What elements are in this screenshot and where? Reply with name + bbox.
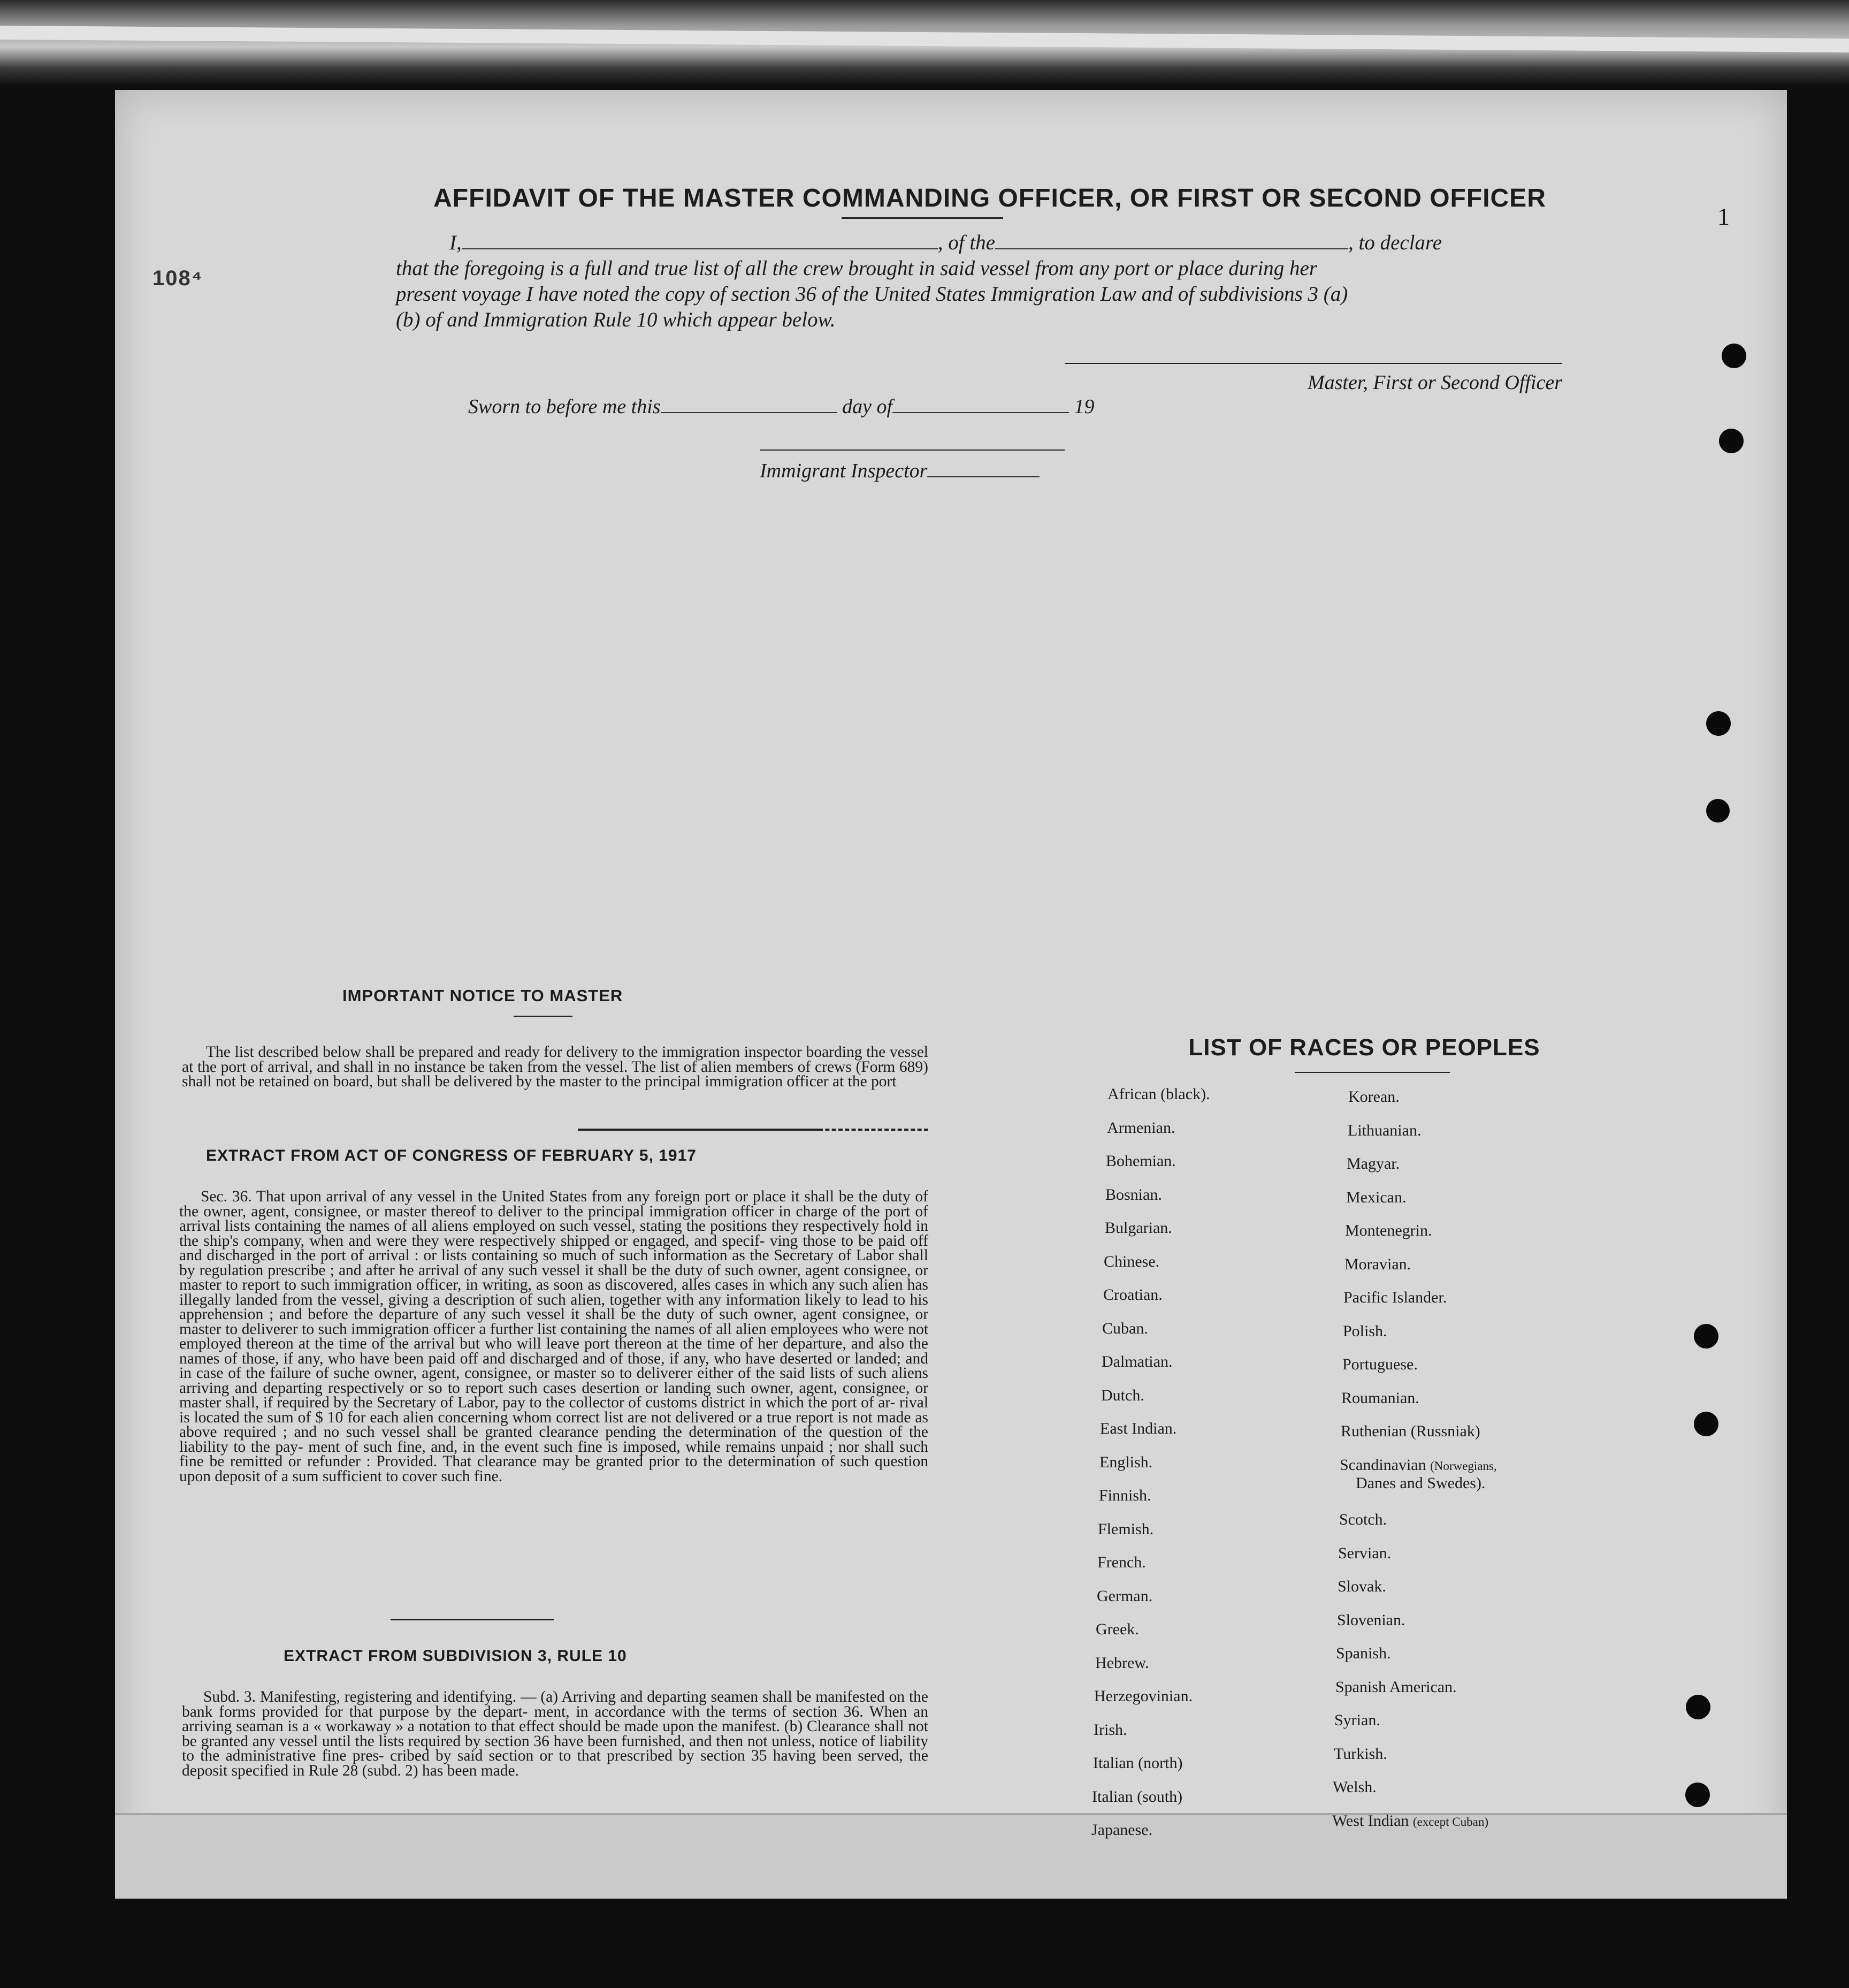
notice-line: inspector boarding the vessel at the port of arrival, and shall in no instance be taken <box>182 1043 928 1076</box>
document-page <box>115 90 1787 1899</box>
race-item <box>1341 1422 1480 1441</box>
sworn-line: Sworn to before me this day of 19 <box>468 395 1095 418</box>
race-label: Irish. <box>1094 1721 1127 1739</box>
race-label: Scotch. <box>1339 1511 1387 1528</box>
race-label: Slovenian. <box>1337 1611 1405 1629</box>
inspector-line: Immigrant Inspector <box>760 459 1040 483</box>
scan-strip <box>0 26 1849 52</box>
act-paragraph <box>179 1190 928 1484</box>
race-label: Spanish American. <box>1335 1678 1457 1696</box>
race-label: Slovak. <box>1338 1578 1386 1595</box>
race-label: Servian. <box>1338 1544 1392 1562</box>
race-label: Turkish. <box>1334 1745 1387 1763</box>
race-item <box>1103 1286 1163 1304</box>
race-label: Portuguese. <box>1342 1355 1418 1373</box>
race-item <box>1107 1119 1175 1137</box>
race-label: German. <box>1097 1587 1153 1605</box>
margin-stamp: 108⁴ <box>152 266 203 290</box>
race-label: Roumanian. <box>1341 1389 1419 1407</box>
race-item <box>1093 1754 1182 1772</box>
race-item <box>1099 1487 1151 1505</box>
race-label: French. <box>1097 1553 1146 1571</box>
race-label: Italian (south) <box>1092 1788 1183 1806</box>
race-label: Polish. <box>1343 1322 1387 1340</box>
race-item <box>1341 1389 1419 1407</box>
paragraph-line: Subd. 3. Manifesting, registering and identifying. — (a) Arriving and departing <box>203 1688 707 1705</box>
paragraph-line: specified in Rule 28 (subd. 2) has been made. <box>231 1762 519 1779</box>
notice-line: The list described below shall be prepared and ready for delivery to the immigration <box>206 1043 740 1061</box>
paragraph-line: shall such fine be remitted or refunder : Provided. That clearance may be granted prior <box>179 1438 928 1470</box>
race-label: Bosnian. <box>1105 1186 1162 1204</box>
punch-hole <box>1694 1412 1718 1436</box>
paragraph-line: been furnished, and then not unless, notice of liability to the administrative fine pres- <box>182 1732 928 1764</box>
signature-line[interactable] <box>1065 363 1562 364</box>
paragraph-line: in case of the failure of suche owner, agent, consignee, or master so to deliverer either <box>179 1365 734 1382</box>
paragraph-line: master to deliverer to such immigration officer a further list containing the names of all <box>179 1320 732 1338</box>
scan-border-top <box>0 0 1849 86</box>
affidavit-line-1: I, , of the , to declare <box>449 231 1442 254</box>
inspector-signature-line[interactable] <box>760 450 1065 451</box>
punch-hole <box>1722 344 1746 368</box>
sworn-date-field[interactable] <box>661 396 837 413</box>
punch-hole <box>1694 1324 1718 1349</box>
race-item <box>1099 1453 1152 1472</box>
vessel-name-field[interactable] <box>995 233 1348 249</box>
race-label: Herzegovinian. <box>1094 1687 1193 1705</box>
notice-line: from the vessel. The list of alien members of crews (Form 689) shall not be retained on <box>182 1058 928 1090</box>
race-item <box>1338 1544 1391 1563</box>
races-title: LIST OF RACES OR PEOPLES <box>1188 1034 1540 1061</box>
paragraph-line: ship's company, when and were they were respectively shipped or engaged, and specif- <box>203 1232 765 1250</box>
notice-title: IMPORTANT NOTICE TO MASTER <box>342 986 623 1005</box>
paragraph-line: of the said lists of such aliens arriving and departing respectively or so to report such <box>179 1365 929 1397</box>
master-name-field[interactable] <box>462 233 938 249</box>
race-item <box>1094 1721 1127 1739</box>
paragraph-line: to the determination of such question upon deposit of a sum sufficient to cover such fine. <box>179 1453 928 1485</box>
race-label: Bulgarian. <box>1105 1219 1172 1237</box>
race-label: Hebrew. <box>1095 1654 1149 1672</box>
rule-extract-title: EXTRACT FROM SUBDIVISION 3, RULE 10 <box>284 1647 627 1665</box>
races-title-rule <box>1295 1072 1450 1073</box>
race-item <box>1348 1122 1421 1140</box>
paragraph-line: the principal immigration officer in charge of the port of arrival lists containing the names <box>179 1202 929 1235</box>
race-item <box>1104 1253 1159 1271</box>
race-label: Dalmatian. <box>1102 1353 1173 1370</box>
race-item <box>1340 1456 1497 1492</box>
paragraph-line: place it shall be the duty of the owner, agent, consignee, or master thereof to deliver to <box>179 1188 928 1220</box>
race-item <box>1342 1355 1418 1374</box>
sworn-month-field[interactable] <box>892 396 1069 413</box>
punch-hole <box>1706 799 1730 822</box>
paragraph-line: ment of such fine, and, in the event such fine is imposed, while remains unpaid ; nor <box>308 1438 860 1456</box>
affidavit-title: AFFIDAVIT OF THE MASTER COMMANDING OFFICER, OR FIRST OR SECOND OFFICER <box>433 184 1546 212</box>
race-item <box>1107 1085 1210 1103</box>
race-item <box>1095 1654 1149 1672</box>
race-item <box>1344 1255 1411 1274</box>
paragraph-line: the Secretary of Labor, pay to the collector of customs district in which the port of ar- <box>353 1394 896 1411</box>
race-label: African (black). <box>1107 1085 1210 1103</box>
race-item <box>1345 1222 1432 1240</box>
race-item <box>1332 1812 1488 1830</box>
race-item <box>1334 1711 1380 1730</box>
race-item <box>1346 1189 1406 1207</box>
affidavit-body <box>396 230 1562 333</box>
paragraph-line: departure of any such vessel it shall be the duty of such owner, agent consignee, or <box>379 1306 929 1323</box>
race-note: (except Cuban) <box>1412 1815 1489 1829</box>
paragraph-line: arrival of any such vessel it shall be the duty of such owner, agent consignee, or master <box>179 1261 928 1293</box>
punch-hole <box>1706 711 1731 736</box>
notice-line: board, but shall be delivered by the master to the principal immigration officer at the port <box>333 1073 897 1090</box>
race-item <box>1101 1387 1144 1405</box>
paragraph-line: of such information as the Secretary of Labor shall by regulation prescribe ; and after he <box>179 1247 929 1279</box>
race-item <box>1343 1322 1387 1340</box>
affidavit-line-2: that the foregoing is a full and true list of all the crew brought in said vessel from any port or place during her <box>396 257 1318 280</box>
race-label: Welsh. <box>1333 1778 1377 1796</box>
race-label: Italian (north) <box>1093 1754 1183 1772</box>
race-item <box>1347 1155 1400 1173</box>
race-item <box>1096 1620 1139 1639</box>
race-item <box>1336 1644 1391 1663</box>
notice-divider <box>578 1129 819 1131</box>
margin-mark: 1 <box>1717 203 1730 230</box>
act-divider <box>391 1619 554 1620</box>
notice-divider-dashed <box>819 1129 928 1131</box>
race-label: Lithuanian. <box>1348 1122 1422 1139</box>
race-label: Chinese. <box>1104 1253 1160 1270</box>
paragraph-line: to report to such immigration officer, in writing, as soon as discovered, alles cases in <box>225 1276 765 1293</box>
notice-paragraph <box>182 1045 928 1090</box>
race-item <box>1097 1587 1152 1605</box>
race-item <box>1094 1687 1193 1705</box>
paragraph-line: leave port thereon at the time of her departure, and also the names of those, if any, who <box>179 1335 929 1367</box>
race-note: (Norwegians, <box>1430 1459 1497 1473</box>
notice-title-rule <box>514 1016 572 1017</box>
punch-hole <box>1719 429 1744 453</box>
paragraph-line: have been paid off and discharged and of those, if any, who have deserted or landed; and <box>360 1350 928 1367</box>
race-item <box>1339 1511 1387 1529</box>
paragraph-line: Sec. 36. That upon arrival of any vessel in the United States from any foreign port or <box>201 1188 748 1205</box>
race-item <box>1348 1088 1400 1106</box>
affidavit-line-4: (b) of and Immigration Rule 10 which appear below. <box>396 308 836 331</box>
race-label: Spanish. <box>1336 1644 1391 1662</box>
race-label: Moravian. <box>1344 1255 1411 1273</box>
race-item <box>1092 1788 1182 1806</box>
race-label: West Indian <box>1332 1812 1409 1830</box>
race-item <box>1335 1678 1457 1696</box>
race-item <box>1100 1420 1176 1438</box>
race-label: Finnish. <box>1099 1487 1151 1504</box>
race-label: Dutch. <box>1101 1387 1144 1404</box>
page-fold <box>115 1813 1787 1899</box>
race-label: Bohemian. <box>1106 1152 1176 1170</box>
inspector-name-field[interactable] <box>927 460 1040 477</box>
race-item <box>1102 1353 1172 1371</box>
race-label: Croatian. <box>1103 1286 1163 1304</box>
race-label: Mexican. <box>1346 1189 1407 1206</box>
punch-hole <box>1685 1783 1710 1807</box>
race-note-line: Danes and Swedes). <box>1356 1474 1486 1492</box>
race-label: Ruthenian (Russniak) <box>1341 1422 1480 1440</box>
paragraph-line: cases desertion or landing such owner, agent, consignee, or master shall, if required by <box>179 1379 929 1411</box>
race-item <box>1333 1778 1377 1796</box>
rule-paragraph <box>182 1690 928 1778</box>
paragraph-line: delivered or a true report is not made as above required ; and no such vessel shall be <box>179 1408 928 1441</box>
paragraph-line: granted clearance pending the determination of the question of the liability to the pay- <box>179 1423 929 1456</box>
race-item <box>1343 1289 1447 1307</box>
paragraph-line: cribed by said section or to that prescribed by section 35 having been served, the deposit <box>182 1747 928 1779</box>
paragraph-line: « workaway » a notation to that effect should be made upon the manifest. <box>313 1718 780 1735</box>
race-label: Armenian. <box>1107 1119 1175 1137</box>
paragraph-line: alien employees who were not employed thereon at the time of the arrival but who will <box>179 1320 929 1352</box>
act-extract-title: EXTRACT FROM ACT OF CONGRESS OF FEBRUARY 5, 1917 <box>206 1147 697 1164</box>
race-item <box>1091 1821 1152 1839</box>
race-label: Pacific Islander. <box>1343 1289 1447 1306</box>
race-label: Korean. <box>1348 1088 1400 1106</box>
race-label: Syrian. <box>1334 1711 1380 1729</box>
race-item <box>1337 1611 1405 1629</box>
race-item <box>1105 1186 1162 1204</box>
paragraph-line: of all aliens employed on such vessel, stating the positions they respectively hold in the <box>179 1217 928 1250</box>
race-item <box>1106 1152 1176 1170</box>
paragraph-line: rival is located the sum of $ 10 for each alien concerning whom correct list are not <box>179 1394 929 1426</box>
paragraph-line: ving those to be paid off and discharged in the port of arrival : or lists containing so much <box>179 1232 929 1264</box>
paragraph-line: alien, together with any information likely to lead to his apprehension ; and before the <box>179 1291 928 1323</box>
title-rule <box>842 217 1003 219</box>
affidavit-line-3: present voyage I have noted the copy of section 36 of the United States Immigration Law and of subdivisions 3 (a) <box>396 283 1348 306</box>
race-label: Greek. <box>1096 1620 1139 1638</box>
race-item <box>1338 1578 1386 1596</box>
paragraph-line: which any such alien has illegally landed from the vessel, giving a description of such <box>179 1276 929 1308</box>
paragraph-line: seamen shall be manifested on the bank forms provided for that purpose by the depart- <box>182 1688 929 1720</box>
race-label: East Indian. <box>1100 1420 1177 1437</box>
race-label: Scandinavian <box>1340 1456 1426 1474</box>
race-item <box>1102 1320 1148 1338</box>
race-label: Magyar. <box>1347 1155 1400 1172</box>
race-item <box>1097 1553 1146 1572</box>
race-label: Japanese. <box>1091 1821 1153 1839</box>
punch-hole <box>1686 1695 1710 1719</box>
paragraph-line: ment, in accordance with the terms of section 36. When an arriving seaman is a <box>182 1703 928 1735</box>
paragraph-line: (b) Clearance shall not be granted any vessel until the lists required by section 36 have <box>182 1718 928 1750</box>
race-label: English. <box>1099 1453 1153 1471</box>
race-item <box>1334 1745 1387 1763</box>
race-item <box>1098 1520 1153 1538</box>
race-label: Montenegrin. <box>1345 1222 1432 1239</box>
signature-role: Master, First or Second Officer <box>1307 371 1562 394</box>
race-label: Flemish. <box>1098 1520 1154 1538</box>
race-item <box>1105 1219 1172 1237</box>
race-label: Cuban. <box>1102 1320 1148 1337</box>
